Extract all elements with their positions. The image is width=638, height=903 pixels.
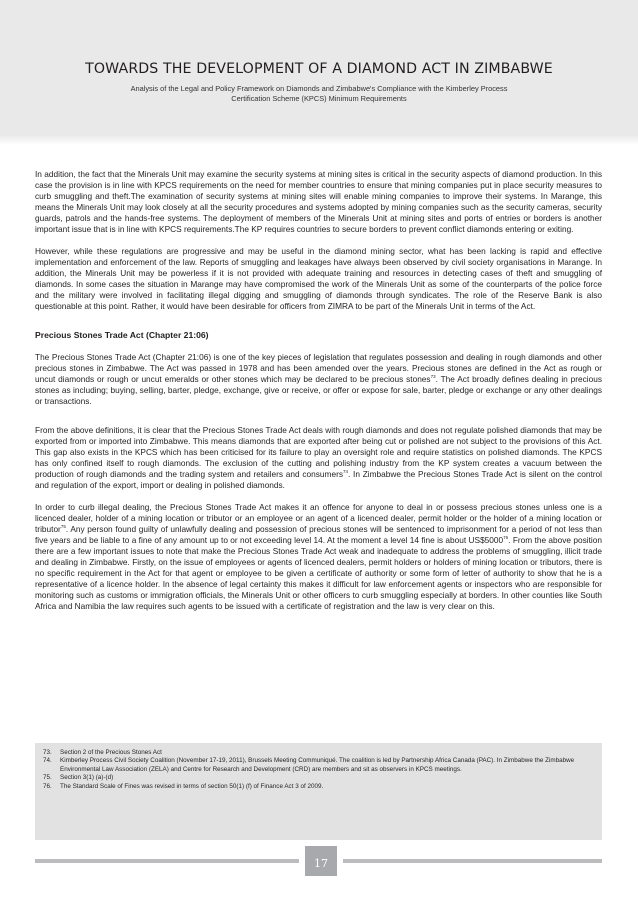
paragraph-definitions xyxy=(35,425,602,491)
text-span: In order to curb illegal dealing, the Precious Stones Trade Act makes it an offence for anyone to deal in or possess precious stones unless one is a licenced dealer, holder of a mining location or tributor or an employee or an agent of a licenced dealer, permit holder or the holder of a mining location or tributor xyxy=(35,502,602,534)
text-span: . In Zimbabwe the Precious Stones Trade Act is silent on the control and regulation of the export, import or dealing in polished diamonds. xyxy=(35,469,602,490)
document-title: TOWARDS THE DEVELOPMENT OF A DIAMOND ACT IN ZIMBABWE xyxy=(85,61,553,77)
footnote-73 xyxy=(43,749,594,757)
footnote-ref-76[interactable]: 76 xyxy=(503,535,509,540)
section-heading: Precious Stones Trade Act (Chapter 21:06) xyxy=(35,330,209,340)
body-text xyxy=(35,169,602,612)
footnote-text: Section 2 of the Precious Stones Act xyxy=(60,749,162,756)
subtitle-line-2: Certification Scheme (KPCS) Minimum Requirements xyxy=(231,93,407,103)
text-span: . The Act broadly defines dealing in precious stones as including; buying, selling, barter, pledge, exchange, give or receive, or offer or expose for sale, barter, pledge or exchange or any other dealings or transactions. xyxy=(35,374,602,406)
document-subtitle xyxy=(82,84,556,103)
paragraph-illegal-dealing xyxy=(35,502,602,612)
footnotes-box xyxy=(35,743,602,840)
text-span: The Precious Stones Trade Act (Chapter 21:06) is one of the key pieces of legislation that regulates possession and dealing in rough diamonds and other precious stones in Zimbabwe. The Act was passed in 1978 and has been amended over the years. Precious stones are defined in the Act as rough or uncut diamonds or rough or uncut emeralds or other stones which may be declared to be precious stones xyxy=(35,352,602,384)
page-number: 17 xyxy=(305,846,337,876)
footnote-text: Section 3(1) (a)-(d) xyxy=(60,774,114,782)
footnote-text: Kimberley Process Civil Society Coalition (November 17-19, 2011), Brussels Meeting Communiqué. The coalition is led by Partnership Africa Canada (PAC). In Zimbabwe the Zimbabwe Environmental Law Association (ZELA) and Centre for Research and Development (CRD) are members and sit as observers in KPCS meetings. xyxy=(60,757,575,773)
footnote-number: 75. xyxy=(43,774,52,782)
footnote-number: 76. xyxy=(43,782,52,790)
footnote-ref-73[interactable]: 73 xyxy=(430,374,436,379)
footnote-ref-75[interactable]: 75 xyxy=(60,524,66,529)
text-span: . Any person found guilty of unlawfully dealing and possession of precious stones will be sentenced to imprisonment for a period of not less than five years and be liable to a fine of any amount up to or not exceeding level 14. At the moment a level 14 fine is about US$5000 xyxy=(35,524,602,545)
text-span: From the above definitions, it is clear that the Precious Stones Trade Act deals with rough diamonds and does not regulate polished diamonds that may be exported from or imported into Zimbabwe. This means diamonds that are exported after being cut or polished are not subject to the provisions of this Act. This gap also exists in the KPCS which has been criticised for its failure to play an oversight role and require statistics on polished diamonds. The KPCS has only confined itself to rough diamonds. The exclusion of the cutting and polishing industry from the KP system creates a vacuum between the production of rough diamonds and the trading system and retailers and consumers xyxy=(35,425,602,479)
footnote-74 xyxy=(43,757,594,774)
subtitle-line-1: Analysis of the Legal and Policy Framework on Diamonds and Zimbabwe's Compliance with the Kimberley Process xyxy=(130,84,508,93)
footnote-number: 74. xyxy=(43,757,52,765)
footnote-75 xyxy=(43,774,594,782)
page-rule-left xyxy=(35,859,299,863)
footnote-text: The Standard Scale of Fines was revised in terms of section 50(1) (f) of Finance Act 3 of 2009. xyxy=(60,782,324,790)
footnote-ref-74[interactable]: 74 xyxy=(342,469,348,474)
footnote-number: 73. xyxy=(43,749,52,756)
footnote-76 xyxy=(43,783,594,791)
paragraph-security-systems: In addition, the fact that the Minerals Unit may examine the security systems at mining sites is critical in the security aspects of diamond production. In this case the provision is in line with KPCS requirements on the need for member countries to ensure that mining companies put in place security measures to curb smuggling and theft.The examination of security systems at mining sites will enable mining companies to improve their systems. In Marange, this means the Minerals Unit may look closely at all the security procedures and systems adopted by mining companies such as the security cameras, security guards, patrols and the hands-free systems. The deployment of members of the Minerals Unit at mining sites and ports of entries or borders is another important issue that is in line with KPCS requirements.The KP requires countries to secure borders to prevent conflict diamonds entering or exiting. xyxy=(35,169,602,234)
page-rule-right xyxy=(343,859,602,863)
paragraph-implementation: However, while these regulations are progressive and may be useful in the diamond mining sector, what has been lacking is rapid and effective implementation and enforcement of the law. Reports of smuggling and leakages have always been observed by civil society organisations in Marange. In addition, the Minerals Unit may be powerless if it is not provided with adequate training and resources in detecting cases of theft and smuggling of diamonds. In some cases the situation in Marange may have compromised the work of the Minerals Unit as some of the counterparts of the police force and the military were involved in facilitating illegal digging and smuggling of diamonds through syndicates. The role of the Reserve Bank is also questionable at this point. Rather, it would have been desirable for officers from ZIMRA to be part of the Minerals Unit in terms of the Act. xyxy=(35,246,602,311)
text-span: . From the above position there are a few important issues to note that make the Precious Stones Trade Act weak and inadequate to address the problems of smuggling, illicit trade and dealing in Zimbabwe. Firstly, on the issue of employees or agents of licenced dealers, permit holders or holders of mining location or tributors, there is no specific requirement in the Act for that agent or employee to be given a certificate of authority or some form of letter of authority to show that he is a representative of a licence holder. In the absence of legal certainty this makes it difficult for law enforcement agents or inspectors who are responsible for monitoring such as customs or immigration officials, the Minerals Unit or other officers to curb smuggling especially at borders. In other counties like South Africa and Namibia the law requires such agents to be issued with a certificate of registration and the law is very clear on this. xyxy=(35,535,602,611)
paragraph-precious-stones-act xyxy=(35,352,602,407)
